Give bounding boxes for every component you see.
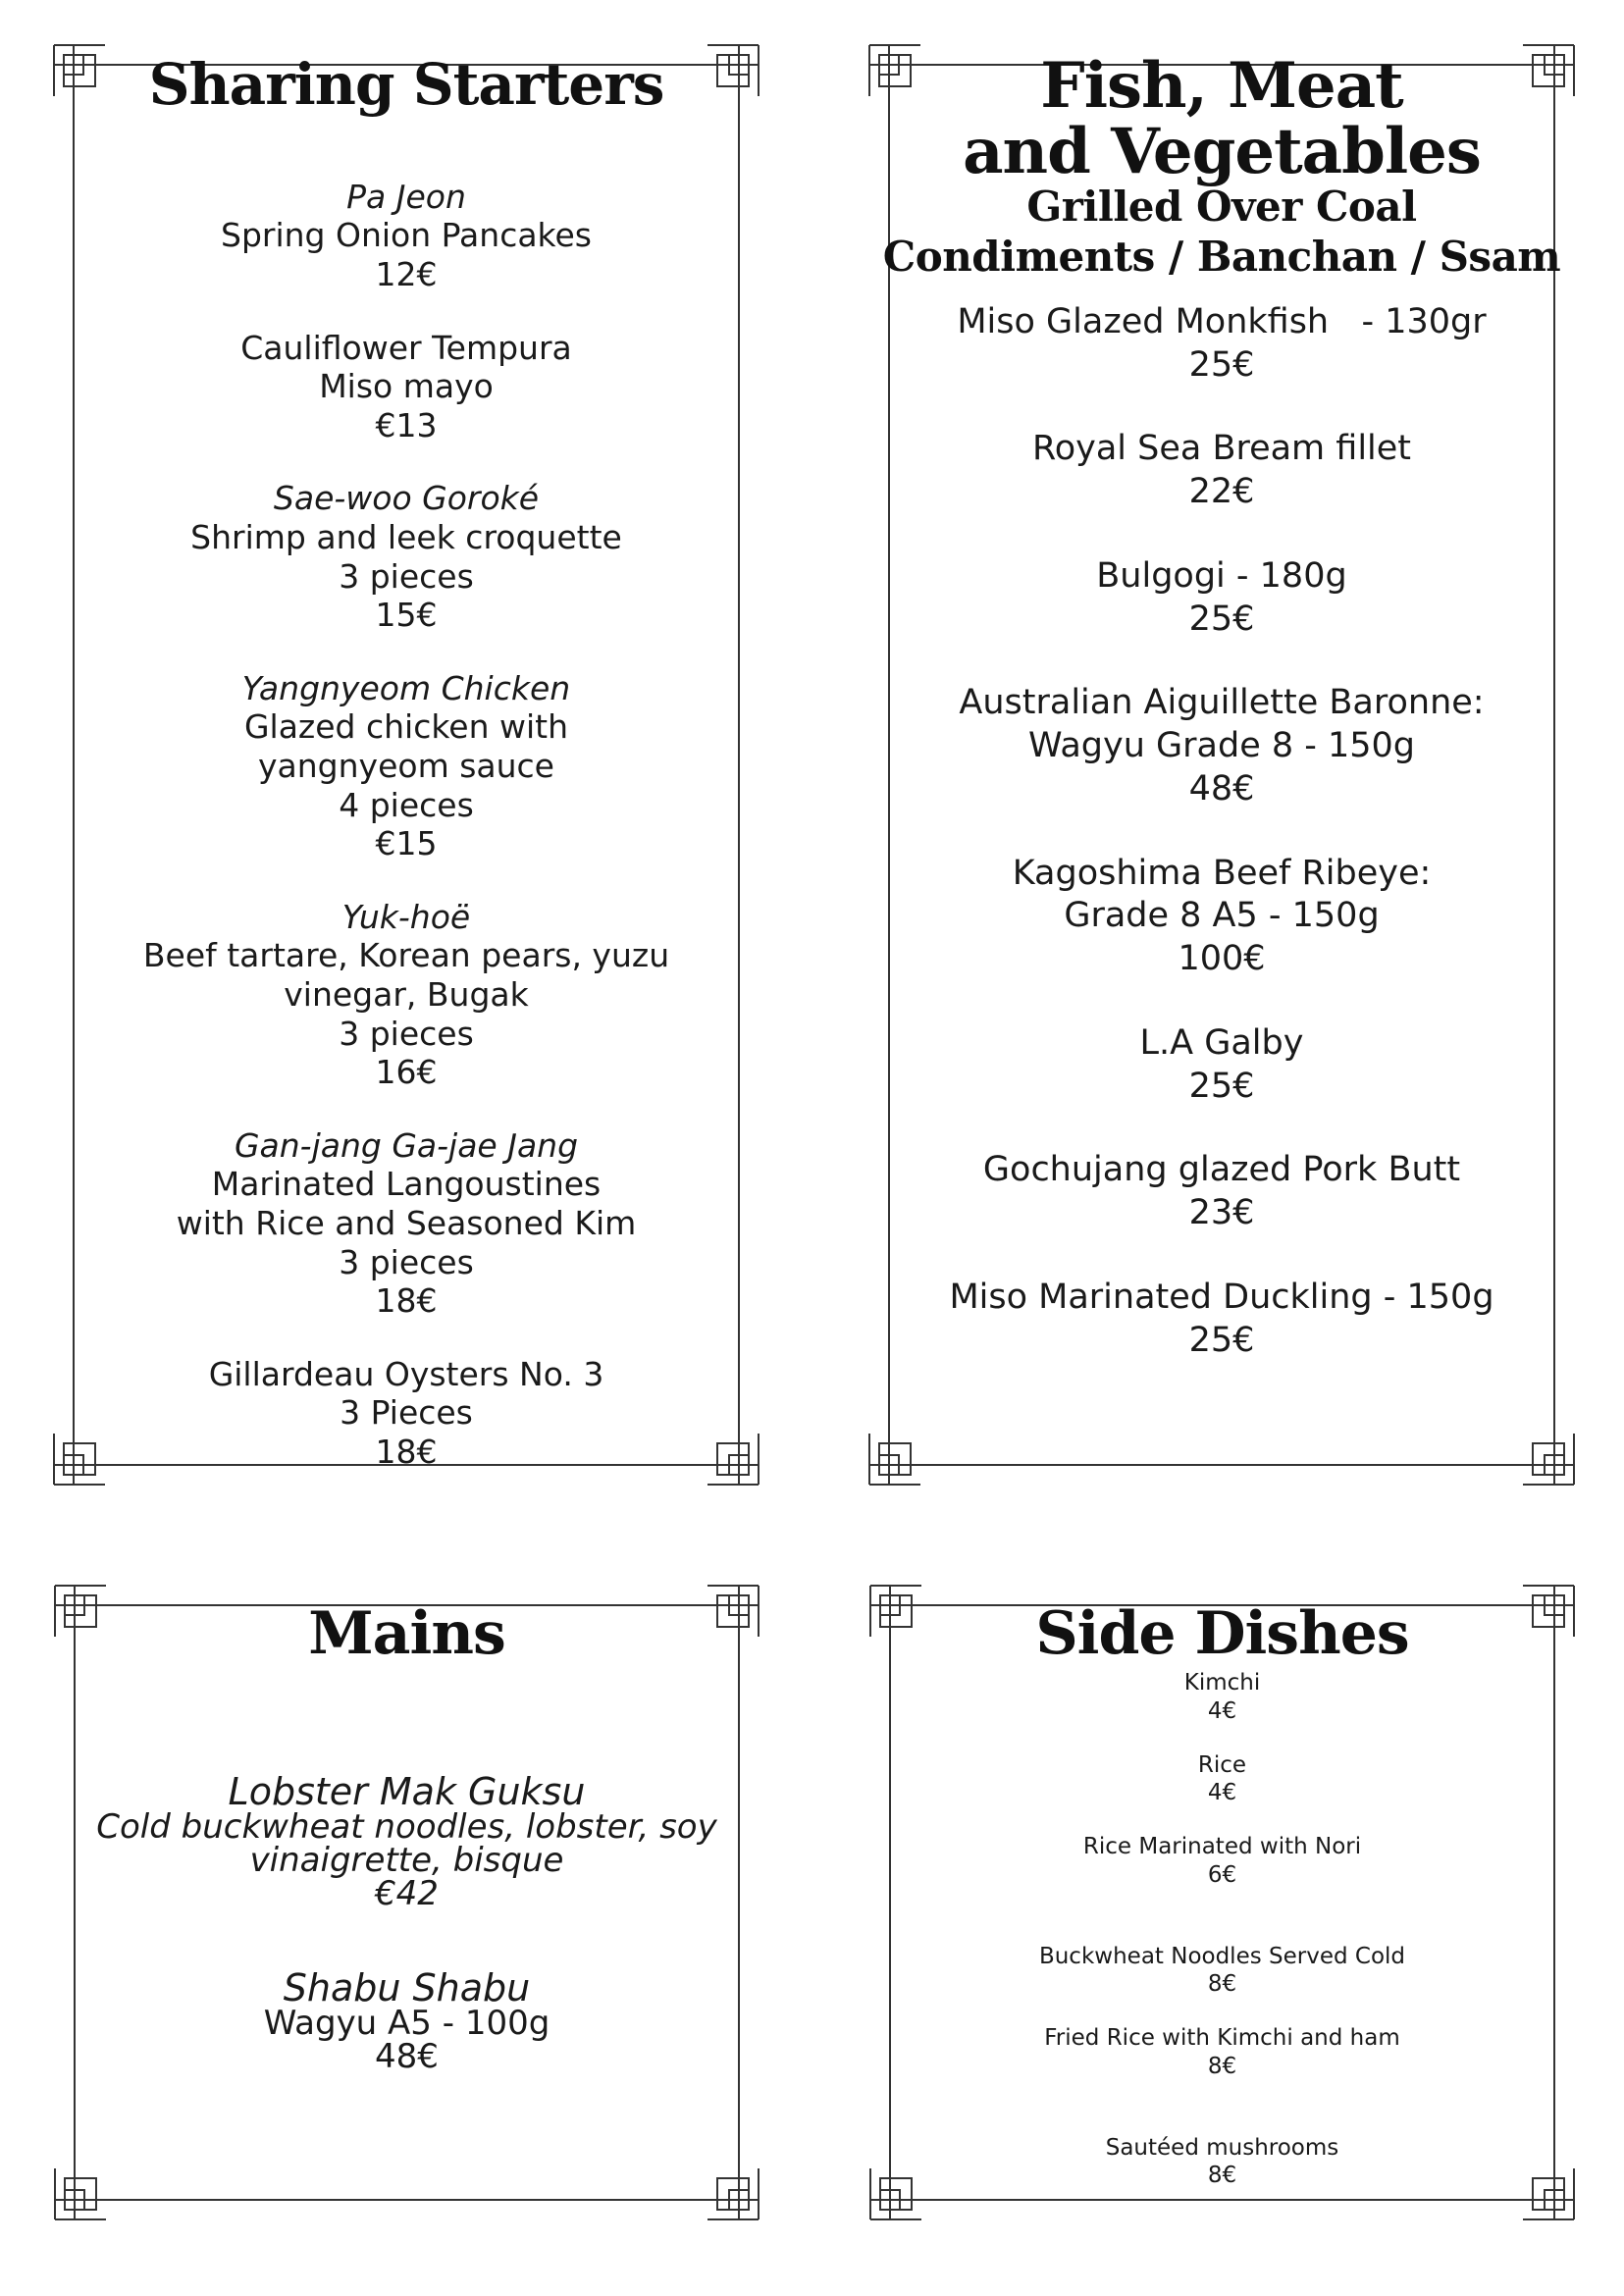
item-price: 25€ [1188, 1066, 1255, 1106]
menu-item [870, 1833, 1574, 1890]
item-price: 8€ [1207, 2053, 1237, 2079]
menu-item [869, 1277, 1574, 1363]
item-line: Wagyu Grade 8 - 150g [1027, 726, 1416, 765]
grill-subtitle: Condiments / Banchan / Ssam [882, 232, 1561, 281]
item-price: 4€ [1207, 1780, 1237, 1806]
menu-item [54, 1355, 759, 1472]
item-price: 18€ [375, 1281, 438, 1321]
side-dishes-title: Side Dishes [1035, 1599, 1409, 1668]
menu-item [869, 853, 1574, 981]
item-line: Miso mayo [319, 367, 494, 406]
mains-panel [55, 1586, 759, 2219]
item-line: 3 pieces [339, 1014, 474, 1053]
item-price: 6€ [1207, 1861, 1237, 1888]
menu-item [869, 1149, 1574, 1235]
item-line: Beef tartare, Korean pears, yuzu [142, 936, 670, 975]
item-price: 23€ [1188, 1193, 1255, 1232]
item-name: Lobster Mak Guksu [228, 1770, 586, 1813]
side-dishes-list [870, 1669, 1574, 2190]
item-price: 48€ [1188, 768, 1255, 809]
menu-item [54, 479, 759, 634]
item-line: Grade 8 A5 - 150g [1064, 896, 1380, 936]
item-line: Miso Glazed Monkfish - 130gr [957, 301, 1487, 341]
mains-list [55, 1770, 759, 2076]
item-name: Pa Jeon [346, 177, 466, 216]
item-line: Glazed chicken with [243, 707, 569, 747]
item-price: 12€ [375, 255, 438, 294]
menu-item [869, 555, 1574, 642]
menu-item [870, 2134, 1574, 2191]
menu-item [54, 1126, 759, 1321]
item-line: Gochujang glazed Pork Butt [982, 1150, 1461, 1190]
menu-item [869, 301, 1574, 388]
side-dishes-panel [870, 1586, 1574, 2219]
item-price: 16€ [375, 1053, 438, 1092]
grill-title-line: Fish, Meat [1040, 49, 1403, 123]
grill-panel [869, 45, 1574, 1485]
item-price: 25€ [1188, 344, 1255, 385]
menu-item [869, 682, 1574, 810]
item-line: 3 pieces [339, 1242, 474, 1281]
item-line: with Rice and Seasoned Kim [176, 1203, 637, 1242]
item-line: vinegar, Bugak [284, 974, 529, 1014]
menu-item [870, 1751, 1574, 1808]
item-price: 25€ [1188, 1320, 1255, 1360]
item-price: 22€ [1188, 472, 1255, 511]
sharing-starters-title: Sharing Starters [148, 51, 664, 118]
menu-item [869, 1022, 1574, 1109]
item-line: Kagoshima Beef Ribeye: [1012, 853, 1432, 893]
item-price: €13 [375, 405, 438, 444]
menu-item [869, 428, 1574, 514]
item-name: Gan-jang Ga-jae Jang [234, 1125, 579, 1165]
grill-title [869, 49, 1574, 189]
item-name: Rice [1197, 1751, 1247, 1778]
item-name: Buckwheat Noodles Served Cold [1038, 1943, 1406, 1969]
item-name: Sautéed mushrooms [1105, 2134, 1339, 2161]
menu-item [54, 669, 759, 863]
sharing-starters-list [54, 178, 759, 1472]
mains-title: Mains [308, 1599, 505, 1668]
item-price: 8€ [1207, 1971, 1237, 1998]
menu-item [870, 2024, 1574, 2081]
item-price: 8€ [1207, 2163, 1237, 2189]
item-name: Sae-woo Goroké [273, 479, 540, 518]
item-line: Cold buckwheat noodles, lobster, soy [96, 1807, 717, 1847]
menu-item [870, 1669, 1574, 1726]
item-name: Kimchi [1183, 1670, 1261, 1696]
item-price: 25€ [1188, 599, 1255, 639]
item-line: yangnyeom sauce [258, 747, 554, 786]
item-line: L.A Galby [1139, 1022, 1304, 1063]
menu-item [55, 1966, 759, 2076]
sharing-starters-panel [54, 45, 759, 1485]
item-line: Bulgogi - 180g [1096, 555, 1347, 596]
grill-list [869, 301, 1574, 1363]
item-line: 4 pieces [339, 785, 474, 824]
item-price: €15 [375, 824, 438, 863]
item-price: 4€ [1207, 1697, 1237, 1724]
item-line: Gillardeau Oysters No. 3 [208, 1354, 604, 1393]
item-name: Yuk-hoë [341, 897, 471, 936]
item-name: Shabu Shabu [283, 1966, 531, 2009]
menu-item [870, 1943, 1574, 2000]
menu-item [54, 329, 759, 445]
item-line: Royal Sea Bream fillet [1031, 429, 1412, 469]
item-line: Miso Marinated Duckling - 150g [949, 1277, 1494, 1317]
menu-item [55, 1770, 759, 1913]
item-line: 3 Pieces [340, 1393, 473, 1433]
item-line: Spring Onion Pancakes [221, 216, 592, 255]
item-price: 18€ [375, 1432, 438, 1471]
grill-title-line: and Vegetables [963, 115, 1481, 189]
grill-subtitle: Grilled Over Coal [1026, 183, 1417, 232]
item-line: 3 pieces [339, 556, 474, 596]
item-name: Yangnyeom Chicken [241, 668, 571, 707]
menu-item [54, 898, 759, 1092]
item-price: 100€ [1178, 939, 1266, 978]
item-line: vinaigrette, bisque [249, 1841, 564, 1880]
menu-item [54, 178, 759, 294]
item-line: Cauliflower Tempura [240, 328, 572, 367]
item-price: 15€ [375, 596, 438, 635]
item-line: Shrimp and leek croquette [190, 518, 622, 557]
item-price: €42 [375, 1874, 439, 1913]
item-price: 48€ [375, 2037, 439, 2076]
item-name: Fried Rice with Kimchi and ham [1044, 2025, 1400, 2051]
item-line: Australian Aiguillette Baronne: [959, 683, 1485, 723]
item-line: Marinated Langoustines [211, 1165, 602, 1204]
item-line: Wagyu A5 - 100g [263, 2004, 550, 2043]
item-name: Rice Marinated with Nori [1082, 1834, 1362, 1859]
